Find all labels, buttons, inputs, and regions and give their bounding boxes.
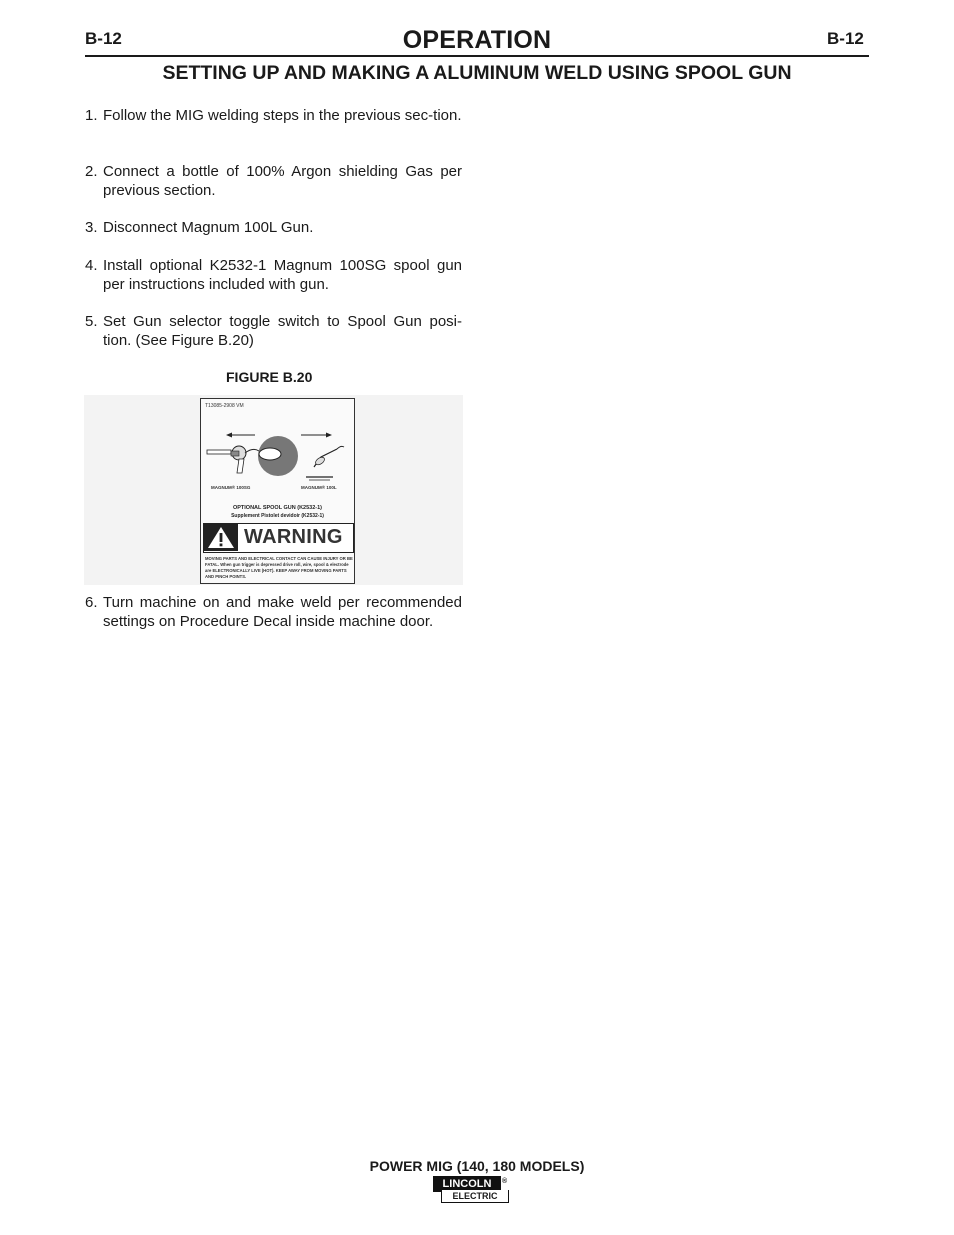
page-number-left: B-12 <box>85 29 122 48</box>
decal-label-right: MAGNUM® 100L <box>301 485 337 490</box>
lincoln-electric-logo <box>433 1176 511 1205</box>
step-text: Turn machine on and make weld per recommended settings on Procedure Decal inside machine door. <box>103 594 462 630</box>
step-number: 3. <box>85 219 98 236</box>
page-number-right: B-12 <box>827 29 864 48</box>
step-number: 5. <box>85 313 98 330</box>
decal-supplement-line: Supplement Pistolet devidoir (K2532-1) <box>231 513 324 519</box>
list-item <box>85 162 462 200</box>
step-number: 2. <box>85 163 98 180</box>
figure-title: FIGURE B.20 <box>226 369 313 385</box>
list-item <box>85 218 462 237</box>
page-subtitle: SETTING UP AND MAKING A ALUMINUM WELD USING SPOOL GUN <box>162 62 792 84</box>
spool-gun-selector-illustration <box>201 407 354 491</box>
list-item <box>85 312 462 350</box>
warning-box <box>203 523 354 553</box>
step-text: Set Gun selector toggle switch to Spool Gun posi-tion. (See Figure B.20) <box>103 313 462 349</box>
logo-bottom: ELECTRIC <box>441 1190 509 1203</box>
list-item <box>85 106 462 125</box>
decal-code: T13085-2908 VM <box>205 403 244 409</box>
warning-text: MOVING PARTS AND ELECTRICAL CONTACT CAN CAUSE INJURY OR BE FATAL. When gun trigger is depressed drive roll, wire, spool & electrode are ELECTRONICALLY LIVE (HOT). KEEP AWAY FROM MOVING PARTS AND PINCH POINTS. <box>205 556 353 579</box>
section-title: OPERATION <box>402 26 552 54</box>
list-item <box>85 256 462 294</box>
step-text: Install optional K2532-1 Magnum 100SG spool gun per instructions included with gun. <box>103 257 462 293</box>
step-text: Connect a bottle of 100% Argon shielding Gas per previous section. <box>103 163 462 199</box>
footer-model: POWER MIG (140, 180 MODELS) <box>369 1158 585 1174</box>
decal-label-left: MAGNUM® 100SG <box>211 485 251 490</box>
step-text: Disconnect Magnum 100L Gun. <box>103 219 314 236</box>
warning-icon <box>204 524 238 551</box>
header-rule <box>85 55 869 57</box>
spool-gun-decal <box>200 398 355 584</box>
list-item <box>85 593 462 631</box>
warning-word: WARNING <box>244 526 343 548</box>
logo-top: LINCOLN <box>433 1176 501 1192</box>
step-number: 1. <box>85 107 98 124</box>
step-text: Follow the MIG welding steps in the previous sec-tion. <box>103 107 462 124</box>
logo-registered-mark: ® <box>502 1178 508 1185</box>
decal-optional-line: OPTIONAL SPOOL GUN (K2532-1) <box>232 505 323 511</box>
step-number: 4. <box>85 257 98 274</box>
step-number: 6. <box>85 594 98 611</box>
